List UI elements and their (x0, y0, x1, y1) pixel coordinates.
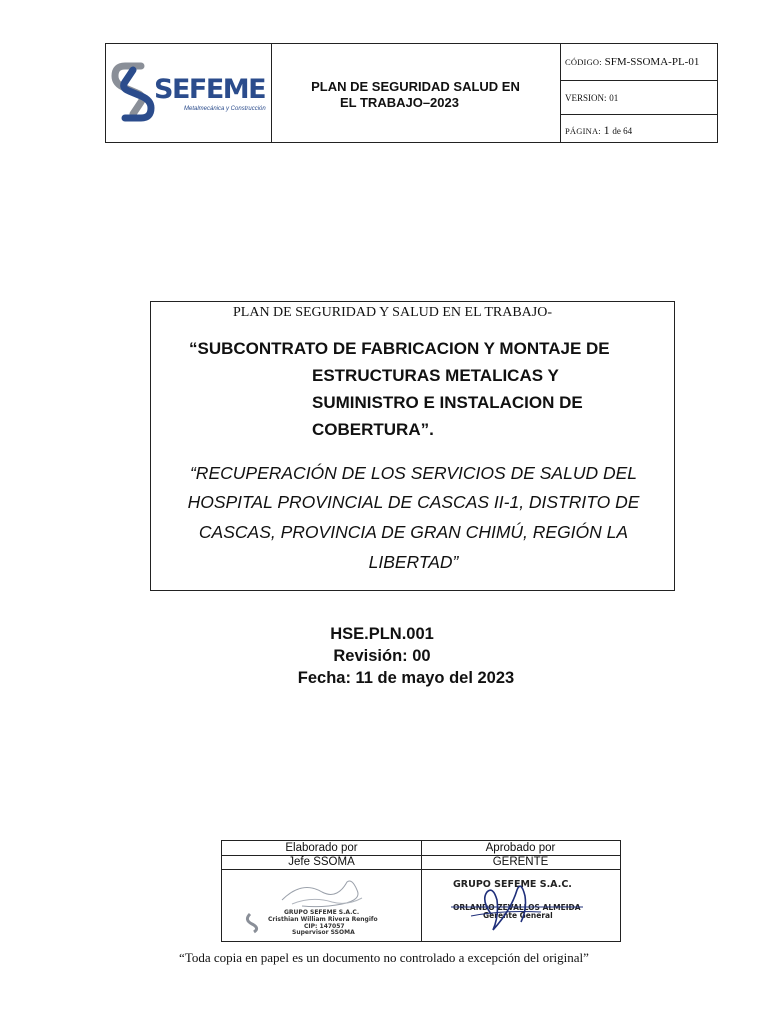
copy-control-note: “Toda copia en papel es un documento no controlado a excepción del original” (179, 950, 589, 965)
document-revision: Revisión: 00 (333, 647, 431, 665)
pagina-label: PÁGINA: (565, 126, 601, 136)
approved-by-role: GERENTE (421, 855, 620, 870)
prepared-by-column (222, 841, 422, 941)
approved-by-signature (421, 870, 620, 941)
pagina-row (560, 115, 717, 142)
document-header (105, 43, 718, 143)
plan-title-box (150, 301, 675, 591)
document-code: HSE.PLN.001 (330, 625, 434, 643)
subcontract-title-line-2: ESTRUCTURAS METALICAS Y (312, 366, 559, 385)
prepared-stamp-line-2: Cristhian William Rivera Rengifo (268, 916, 378, 923)
version-label: VERSION: (565, 93, 607, 103)
project-line-2: HOSPITAL PROVINCIAL DE CASCAS II-1, DISTRITO DE (187, 492, 640, 512)
header-title-line-1: PLAN DE SEGURIDAD SALUD EN (311, 79, 520, 94)
codigo-value: SFM-SSOMA-PL-01 (604, 56, 700, 68)
codigo-row (560, 44, 717, 81)
prepared-stamp-line-3: CIP: 147057 (304, 923, 345, 930)
header-title-line-2: EL TRABAJO–2023 (340, 95, 459, 110)
prepared-stamp-line-1: GRUPO SEFEME S.A.C. (284, 909, 360, 916)
codigo-label: CÓDIGO: (565, 57, 602, 67)
logo-s-icon (111, 62, 155, 122)
logo-wordmark: SEFEME (154, 74, 266, 105)
company-logo (111, 62, 266, 122)
approved-stamp-company: GRUPO SEFEME S.A.C. (453, 879, 572, 890)
project-line-3: CASCAS, PROVINCIA DE GRAN CHIMÚ, REGIÓN LA (198, 522, 629, 542)
approved-stamp-title: Gerente General (483, 911, 553, 920)
pagina-number: 1 (603, 123, 610, 137)
prepared-by-role: Jefe SSOMA (222, 855, 421, 870)
project-line-4: LIBERTAD” (368, 552, 459, 572)
pagina-total: de 64 (612, 126, 633, 136)
signature-table (221, 840, 621, 942)
plan-heading: PLAN DE SEGURIDAD Y SALUD EN EL TRABAJO- (233, 305, 553, 320)
prepared-stamp-line-4: Supervisor SSOMA (292, 929, 355, 936)
document-date: Fecha: 11 de mayo del 2023 (297, 669, 515, 687)
subcontract-title-line-3: SUMINISTRO E INSTALACION DE (312, 393, 583, 412)
version-value: 01 (609, 93, 619, 103)
approved-stamp-name: ORLANDO ZEVALLOS ALMEIDA (453, 903, 581, 912)
prepared-by-signature (222, 870, 421, 941)
logo-cell (106, 44, 272, 142)
version-row (560, 81, 717, 115)
project-line-1: “RECUPERACIÓN DE LOS SERVICIOS DE SALUD DEL (189, 463, 637, 483)
subcontract-title-line-4: COBERTURA”. (312, 420, 434, 439)
title-cell (271, 44, 561, 142)
signature-scribble-icon (421, 870, 620, 941)
approved-by-label: Aprobado por (421, 841, 620, 856)
subcontract-title-line-1: “SUBCONTRATO DE FABRICACION Y MONTAJE DE (189, 339, 610, 358)
approved-by-column (421, 841, 620, 941)
document-meta (560, 44, 717, 142)
logo-subtitle: Metalmecánica y Construcción (184, 106, 266, 112)
prepared-by-label: Elaborado por (222, 841, 421, 856)
